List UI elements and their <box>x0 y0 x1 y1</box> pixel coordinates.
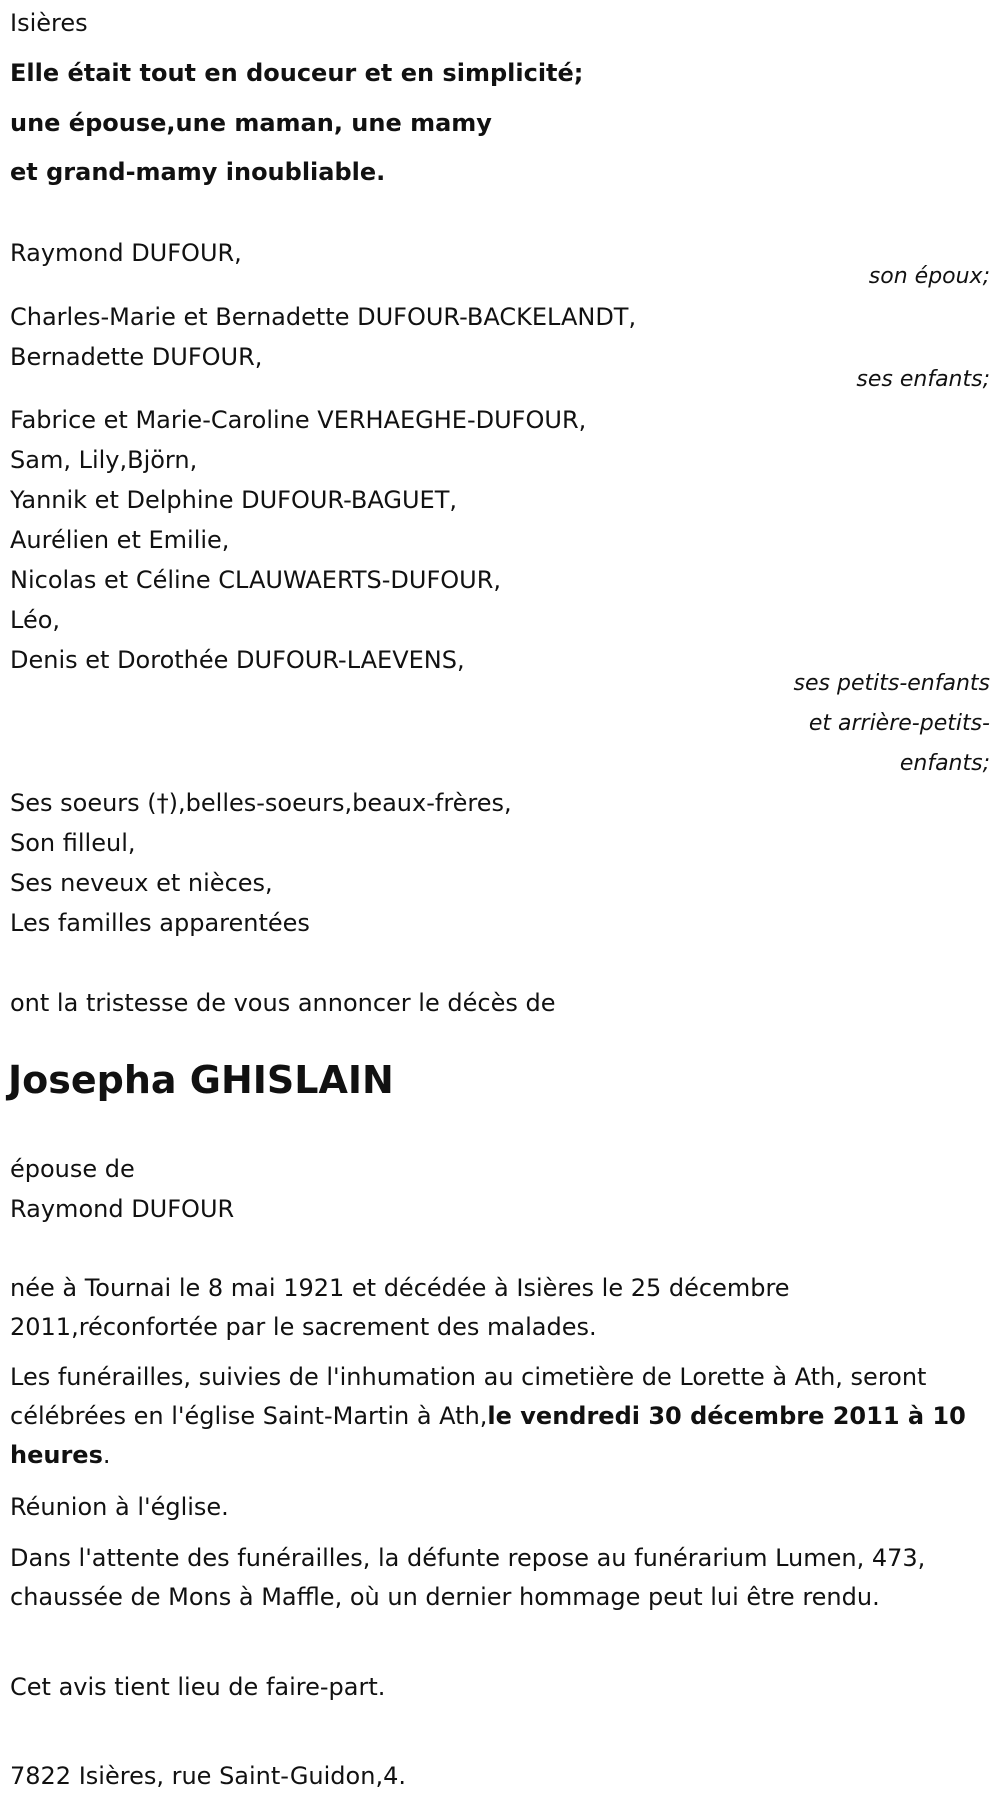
grandchild-name: Léo, <box>10 606 61 634</box>
funeral-end: . <box>102 1441 111 1469</box>
announcement-text: ont la tristesse de vous annoncer le décès de <box>10 989 556 1017</box>
grandchild-name: Aurélien et Emilie, <box>10 526 230 554</box>
grandchild-name: Fabrice et Marie-Caroline VERHAEGHE-DUFOUR, <box>10 406 587 434</box>
quote-line-2: une épouse,une maman, une mamy <box>10 109 492 137</box>
child-name: Bernadette DUFOUR, <box>10 343 263 371</box>
address-paragraph: 7822 Isières, rue Saint-Guidon,4. <box>10 1762 406 1790</box>
viewing-paragraph: Dans l'attente des funérailles, la défunte repose au funérarium Lumen, 473, chaussée de Mons à Maffle, où un dernier hommage peut lui être rendu. <box>10 1544 926 1611</box>
grandchild-name: Yannik et Delphine DUFOUR-BAGUET, <box>10 486 458 514</box>
grandchild-name: Nicolas et Céline CLAUWAERTS-DUFOUR, <box>10 566 502 594</box>
grandchild-name: Denis et Dorothée DUFOUR-LAEVENS, <box>10 646 465 674</box>
funeral-intro: Les funérailles, suivies de l'inhumation au cimetière de Lorette à Ath, seront célébrées en l'église Saint-Martin à Ath, <box>10 1363 927 1430</box>
spouse-of-name: Raymond DUFOUR <box>10 1195 235 1223</box>
funeral-paragraph <box>10 1358 995 1475</box>
grandchildren-role-line-3: enfants; <box>899 751 990 776</box>
other-family-line: Ses neveux et nièces, <box>10 869 273 897</box>
other-family-line: Ses soeurs (†),belles-soeurs,beaux-frères, <box>10 789 512 817</box>
child-name: Charles-Marie et Bernadette DUFOUR-BACKELANDT, <box>10 303 637 331</box>
spouse-name: Raymond DUFOUR, <box>10 239 242 267</box>
reunion-paragraph: Réunion à l'église. <box>10 1493 229 1521</box>
spouse-role: son époux; <box>868 264 990 289</box>
birth-death-paragraph: née à Tournai le 8 mai 1921 et décédée à Isières le 25 décembre 2011,réconfortée par le sacrement des malades. <box>10 1274 790 1341</box>
grandchild-name: Sam, Lily,Björn, <box>10 446 198 474</box>
quote-line-1: Elle était tout en douceur et en simplicité; <box>10 59 584 87</box>
spouse-of-label: épouse de <box>10 1155 135 1183</box>
deceased-name: Josepha GHISLAIN <box>8 1058 394 1102</box>
grandchildren-role-line-2: et arrière-petits- <box>808 711 990 736</box>
quote-line-3: et grand-mamy inoubliable. <box>10 158 386 186</box>
location-header: Isières <box>10 9 88 37</box>
other-family-line: Les familles apparentées <box>10 909 310 937</box>
other-family-line: Son filleul, <box>10 829 136 857</box>
notice-paragraph: Cet avis tient lieu de faire-part. <box>10 1673 386 1701</box>
funeral-date: le vendredi 30 décembre 2011 à 10 heures <box>10 1402 966 1469</box>
grandchildren-role-line-1: ses petits-enfants <box>793 671 990 696</box>
children-role: ses enfants; <box>856 367 990 392</box>
